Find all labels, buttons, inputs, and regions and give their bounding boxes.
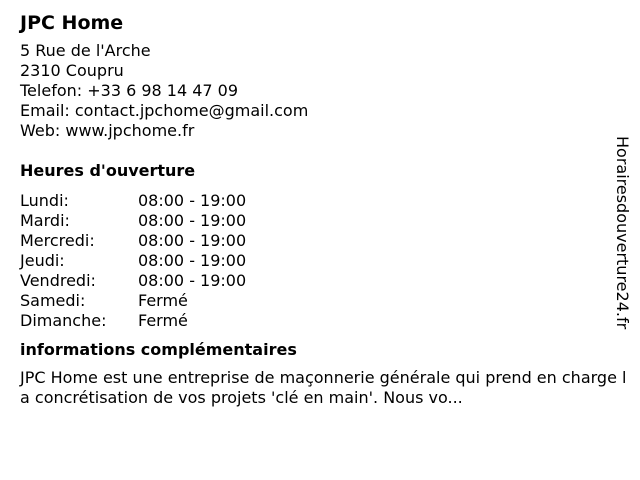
hours-day: Vendredi:: [20, 271, 96, 290]
hours-row-thursday: [20, 251, 620, 271]
hours-day: Dimanche:: [20, 311, 107, 330]
hours-time: 08:00 - 19:00: [138, 251, 247, 270]
hours-time: 08:00 - 19:00: [138, 231, 247, 250]
web-line: Web: www.jpchome.fr: [20, 121, 195, 140]
hours-time: 08:00 - 19:00: [138, 271, 247, 290]
email-line: Email: contact.jpchome@gmail.com: [20, 101, 309, 120]
hours-row-wednesday: [20, 231, 620, 251]
phone-line: Telefon: +33 6 98 14 47 09: [20, 81, 239, 100]
hours-table: [20, 191, 620, 331]
hours-day: Jeudi:: [20, 251, 65, 270]
hours-row-sunday: [20, 311, 620, 331]
hours-row-saturday: [20, 291, 620, 311]
hours-time: Fermé: [138, 311, 188, 330]
hours-time: 08:00 - 19:00: [138, 191, 247, 210]
info-heading: informations complémentaires: [20, 340, 297, 359]
hours-heading: Heures d'ouverture: [20, 161, 196, 180]
hours-row-friday: [20, 271, 620, 291]
hours-day: Mardi:: [20, 211, 70, 230]
address-street: 5 Rue de l'Arche: [20, 41, 151, 60]
hours-day: Lundi:: [20, 191, 69, 210]
business-name: JPC Home: [20, 12, 124, 34]
hours-day: Samedi:: [20, 291, 86, 310]
info-description: JPC Home est une entreprise de maçonnerie générale qui prend en charge la concrétisation de vos projets 'clé en main'. Nous vo...: [20, 368, 627, 407]
hours-time: 08:00 - 19:00: [138, 211, 247, 230]
hours-time: Fermé: [138, 291, 188, 310]
address-city: 2310 Coupru: [20, 61, 124, 80]
hours-row-monday: [20, 191, 620, 211]
hours-day: Mercredi:: [20, 231, 95, 250]
hours-row-tuesday: [20, 211, 620, 231]
brand-watermark-text: Horairesdouverture24.fr: [613, 136, 632, 330]
